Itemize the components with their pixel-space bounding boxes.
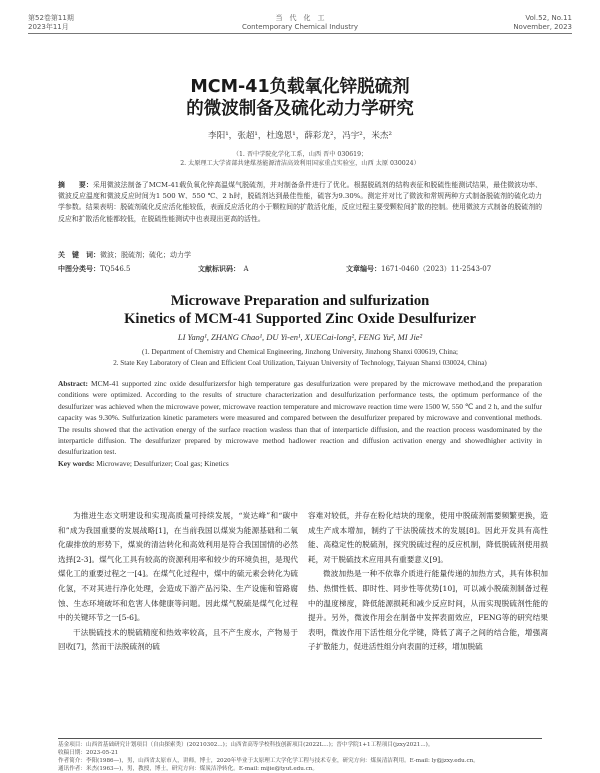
journal-name-en: Contemporary Chemical Industry [241,23,359,31]
english-affiliations [0,347,600,368]
chinese-affiliation-1: （1. 晋中学院化学化工系，山西 晋中 030619； [232,151,368,158]
chinese-affiliation-2: 2. 太原理工大学省部共建煤基能源清洁高效利用国家重点实验室，山西 太原 030024） [180,160,420,167]
english-abstract-text: MCM-41 supported zinc oxide desulfurizersfor high temperature gas desulfurization were prepared by the microwave method,and the preparation conditions were optimized. According to the results of structure characterization and desulfurization performance tests, the optimum performance of the desulfurizer was achieved when the microwave power, microwave reaction temperature and microwave reaction time were 1500 W, 550 ℃ and 2 h, and the sulfur capacity was 9.30%. Sulfurization kinetic parameters were measured and compared between the desulfurizer prepared by microwave and conventional methods. The results showed that the activation energy of the surface reaction wasless than that of interparticle diffusion, and the reaction process wasdominated by the interparticle diffusion. The desulfurizer prepared by microwave method hadlower reaction and diffusion activation energy and showedhigher activity in desulfurization test. [58,379,542,457]
chinese-abstract-text: 采用微波法制备了MCM-41载负氧化锌高温煤气脱硫剂，并对制备条件进行了优化。根据脱硫剂的结构表征和脱硫性能测试结果，最佳微波功率、微波反应温度和微波反应时间为1 500 W、550 ℃、2 h时，脱硫剂达到最佳性能，硫容为9.30%。测定并对比了微波和常规两种方式制备脱硫剂的硫化动力学参数。结果表明：脱硫剂硫化反应活化能较低，表面反应活化的小于颗粒间的扩散活化能，反应过程主要受颗粒间扩散的控制。使用微波方式制备的脱硫剂的反应和扩散活化能都较低，在脱硫性能测试中也表现出更高的活性。 [58,181,542,223]
journal-name [28,14,572,32]
chinese-affiliations [0,150,600,168]
volume-issue: 第52卷第11期 [28,14,74,22]
body-paragraph: 干法脱硫技术的脱硫精度和热效率较高，且不产生废水，产物易于回收[7]，然而干法脱硫剂的硫 [58,627,298,652]
footnotes [58,741,542,773]
issue-date: 2023年11月 [28,23,69,31]
article-number [346,264,491,274]
english-keywords: Microwave; Desulfurizer; Coal gas; Kinetics [96,458,229,468]
english-authors: LI Yang¹, ZHANG Chao¹, DU Yi-en¹, XUECai-long², FENG Yu², MI Jie² [177,332,423,342]
clc-label: 中图分类号： [58,265,100,273]
footnote-divider [58,738,542,739]
chinese-title-line-2: 的微波制备及硫化动力学研究 [186,99,414,119]
body-column-left [58,509,298,655]
footnote-author: 作者简介：李阳(1986—)，男，山西省太原市人，讲师，博士，2020年毕业于太原理工大学化学工程与技术专业，研究方向：煤炭清洁利用。E-mail: ly@jzxy.edu.cn。 [58,758,479,764]
keywords-label: 关 键 词： [58,251,100,259]
footnote-fund: 基金项目：山西省基础研究计划项目（自由探索类）(20210302...)；山西省高等学校科技创新项目(2022L...)；晋中学院1+1工程项目(jzxy2021...)。 [58,742,434,748]
article-number-label: 文章编号： [346,265,381,273]
english-affiliation-1: (1. Department of Chemistry and Chemical Engineering, Jinzhong University, Jinzhong Shanxi 030619, China; [142,348,458,356]
clc-number [58,264,130,274]
english-title-line-2: Kinetics of MCM-41 Supported Zinc Oxide Desulfurizer [124,311,476,327]
clc-value: TQ546.5 [100,265,131,273]
footnote-received: 收稿日期：2023-05-21 [58,750,119,756]
issue-date-en: November, 2023 [513,23,572,31]
keywords-value: 微波；脱硫剂；硫化；动力学 [100,251,191,259]
body-paragraph: 为推进生态文明建设和实现高质量可持续发展，“炭达峰”和“碳中和”成为我国重要的发展战略[1]，在当前我国以煤炭为能源基础和二氧化碳排放的形势下，煤炭的清洁转化和高效利用是符合我国国情的必然选择[2-3]。煤气化工具有较高的资源利用率和较少的环境负担，是现代煤化工的重要过程之一[4]。在煤气化过程中，煤中的硫元素会转化为硫化氢，不对其进行净化处理，会造成下游产品污染、生产设施和管路腐蚀、生态环境破坏和危害人体健康等问题。因此煤气脱硫是煤气化过程中的关键环节之一[5-6]。 [58,511,298,623]
chinese-abstract-label: 摘 要： [58,181,93,189]
body-paragraph: 微波加热是一种不依靠介质进行能量传递的加热方式，具有体积加热、热惯性低、即时性、同步性等优势[10]，可以减小脱硫剂制备过程中的温度梯度，降低能源损耗和减少反应时间，从而实现脱硫剂性能的提升。另外，微波作用会在制备中发挥表面效应，FENG等的研究结果表明，微波作用下活性组分化学键，降低了离子之间的结合能，增强离子扩散能力，促进活性组分向表面的迁移，增加脱硫 [308,569,548,652]
english-abstract-label: Abstract: [58,379,88,388]
english-abstract [58,378,542,469]
document-code [198,264,249,274]
body-column-right [308,509,548,655]
document-code-label: 文献标识码： [198,265,237,273]
footnote-contact: 通讯作者：米杰(1963—)，男，教授，博士，研究方向：煤炭洁净转化。E-mail: mijie@tyut.edu.cn。 [58,766,318,772]
issue-info-en [513,14,572,32]
header-divider [28,33,572,34]
volume-issue-en: Vol.52, No.11 [525,14,572,22]
chinese-keywords [58,250,191,260]
chinese-abstract [58,180,542,225]
journal-name-cn: 当 代 化 工 [275,14,325,22]
english-title [0,292,600,328]
article-number-value: 1671-0460（2023）11-2543-07 [381,265,492,273]
chinese-authors: 李阳¹，张超¹，杜逸恩¹，薛彩龙²，冯宇²，米杰² [208,131,392,141]
chinese-title [0,76,600,120]
english-keywords-label: Key words: [58,458,95,468]
document-code-value: A [243,265,249,273]
english-title-line-1: Microwave Preparation and sulfurization [170,293,430,309]
body-paragraph: 容难对较低，并存在粉化结块的现象，使用中脱硫剂需要频繁更换，造成生产成本增加，制约了干法脱硫技术的发展[8]。因此开发具有高性能、高稳定性的脱硫剂，探究脱硫过程的反应机制，降低脱硫剂使用损耗，对干脱硫技术应用具有重要意义[9]。 [308,511,548,564]
chinese-title-line-1: MCM-41负载氧化锌脱硫剂 [190,77,410,97]
english-affiliation-2: 2. State Key Laboratory of Clean and Efficient Coal Utilization, Taiyuan University of Technology, Taiyuan Shanxi 030024, China) [113,358,487,367]
